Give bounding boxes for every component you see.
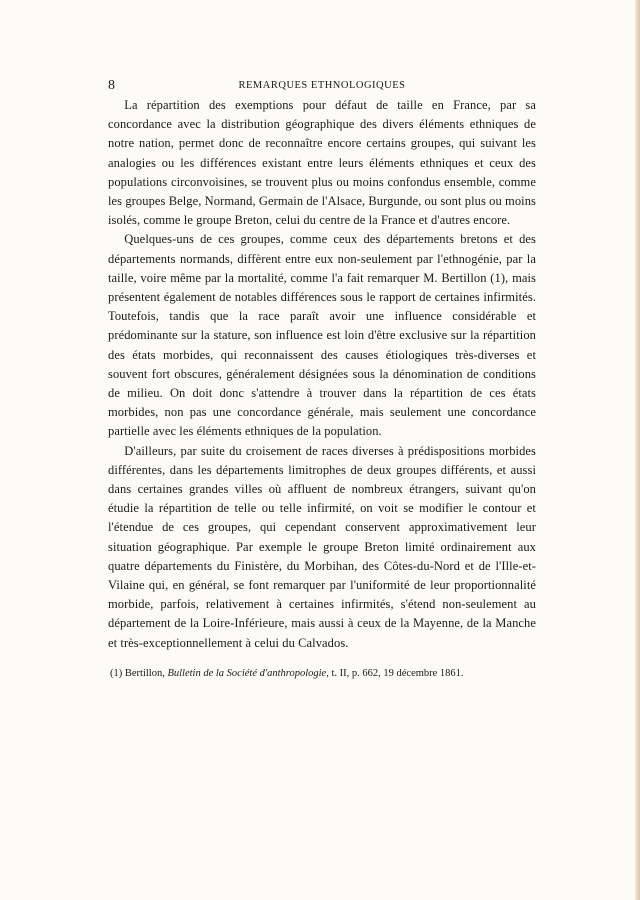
book-page <box>108 74 536 681</box>
footnote <box>108 667 536 681</box>
footnote-journal: Bulletin de la Société d'anthropologie, <box>167 667 329 679</box>
header-title: REMARQUES ETHNOLOGIQUES <box>238 80 406 91</box>
page-edge-shadow <box>635 0 640 900</box>
footnote-author: Bertillon, <box>124 667 165 679</box>
paragraph-3: D'ailleurs, par suite du croisement de races diverses à prédispositions morbides différentes, dans les départements limitrophes de deux groupes différents, et aussi dans certaines grandes villes où affluent de nombreux étrangers, suivant qu'on étudie la répartition de telle ou telle infirmité, on voit se modifier le contour et l'étendue de ces groupes, qui cependant conservent approximativement leur situation géographique. Par exemple le groupe Breton limité ordinairement aux quatre départements du Finistère, du Morbihan, des Côtes-du-Nord et de l'Ille-et-Vilaine qui, en général, se font remarquer par l'uniformité de leur proportionnalité morbide, parfois, relativement à certaines infirmités, s'étend non-seulement au département de la Loire-Inférieure, mais aussi à ceux de la Mayenne, de la Manche et très-exceptionnellement à celui du Calvados. <box>108 443 536 650</box>
paragraph-1: La répartition des exemptions pour défaut de taille en France, par sa concordance avec la distribution géographique des divers éléments ethniques de notre nation, permet donc de reconnaître encore certains groupes, qui suivant les analogies ou les différences existant entre leurs éléments ethniques et ceux des populations circonvoisines, se trouvent plus ou moins confondus ensemble, comme les groupes Belge, Normand, Germain de l'Alsace, Burgunde, ou sont plus ou moins isolés, comme le groupe Breton, celui du centre de la France et d'autres encore. <box>108 98 536 228</box>
footnote-reference: t. II, p. 662, 19 décembre 1861. <box>331 667 464 679</box>
running-head <box>108 74 536 96</box>
paragraph-2: Quelques-uns de ces groupes, comme ceux des départements bretons et des départements normands, diffèrent entre eux non-seulement par l'ethnogénie, par la taille, voire même par la mortalité, comme l'a fait remarquer M. Bertillon (1), mais présentent également de notables différences sous le rapport de certaines infirmités. Toutefois, tandis que la race paraît avoir une influence considérable et prédominante sur la stature, son influence est loin d'être exclusive sur la répartition des états morbides, qui reconnaissent des causes étiologiques très-diverses et souvent fort obscures, généralement désignées sous la dénomination de conditions de milieu. On doit donc s'attendre à trouver dans la répartition de ces états morbides, non pas une concordance générale, mais seulement une concordance partielle avec les éléments ethniques de la population. <box>108 232 536 439</box>
footnote-marker: (1) <box>110 667 123 679</box>
page-number: 8 <box>108 78 116 93</box>
